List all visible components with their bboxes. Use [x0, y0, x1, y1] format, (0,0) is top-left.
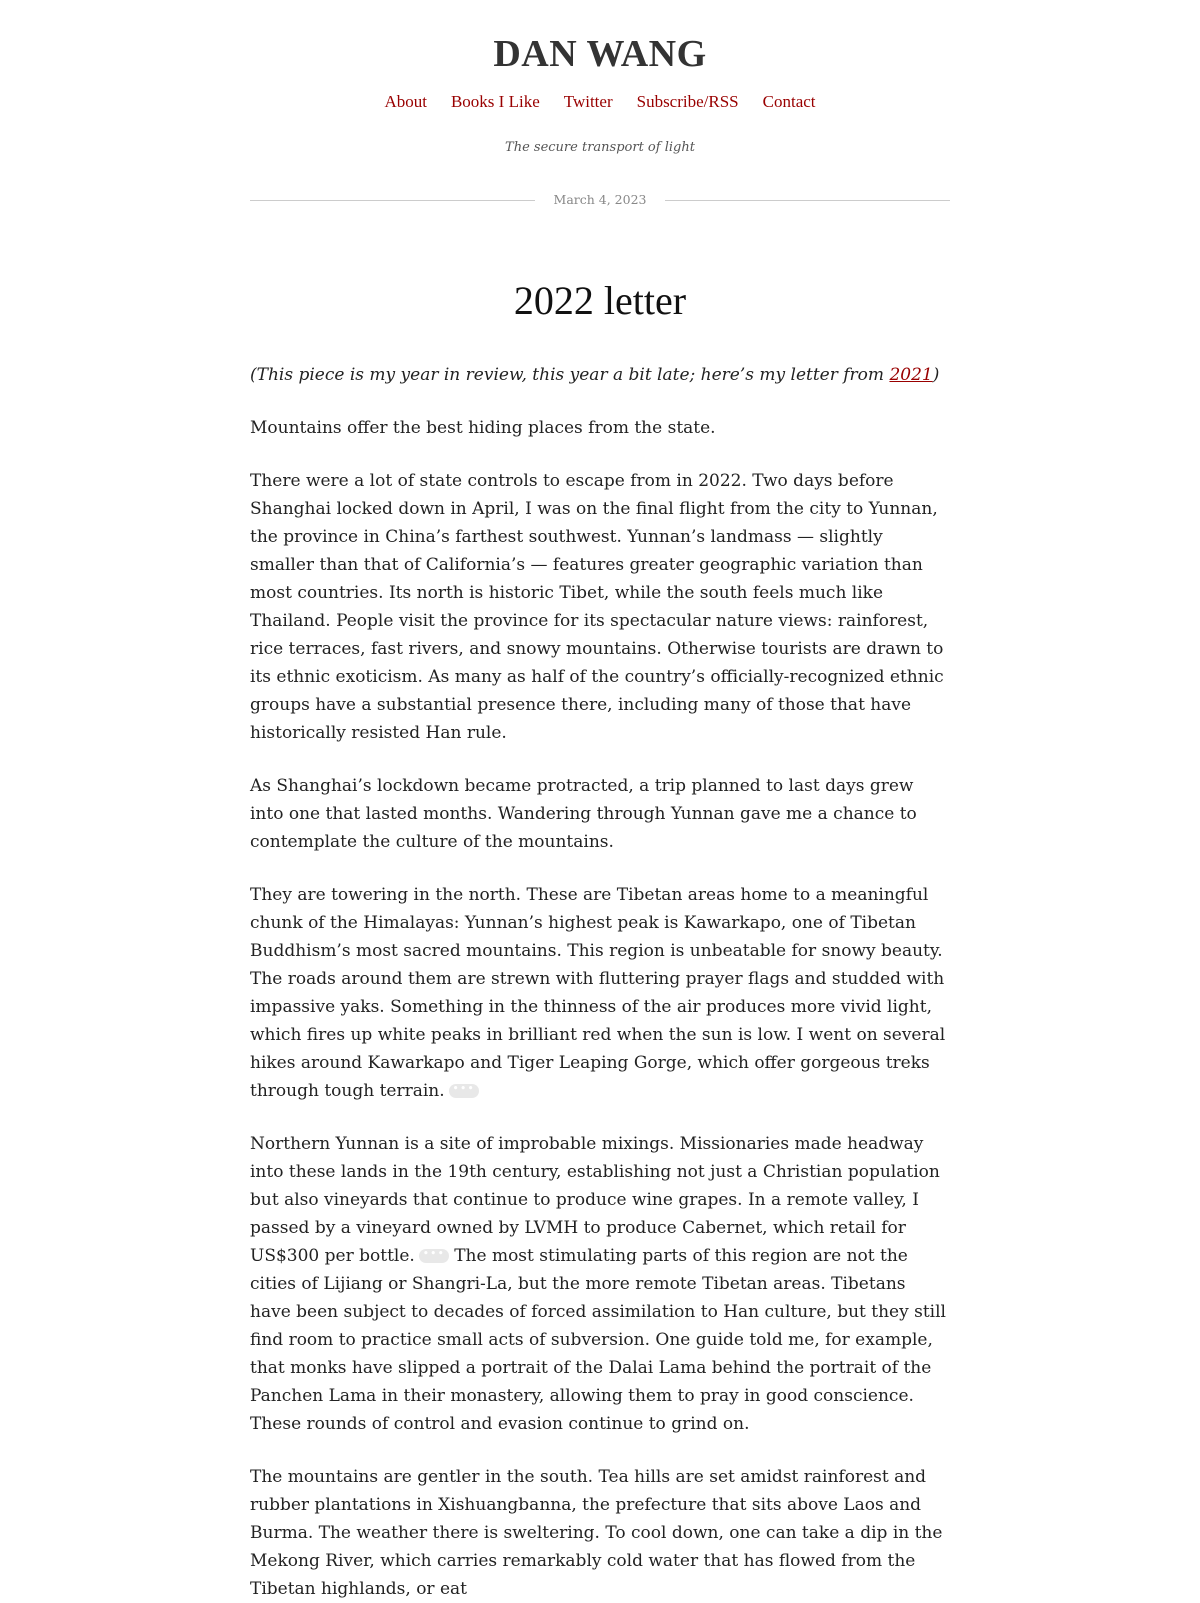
footnote-toggle[interactable]: •••	[449, 1084, 479, 1098]
intro-close: )	[932, 365, 940, 385]
nav-subscribe-rss[interactable]: Subscribe/RSS	[636, 92, 739, 111]
link-2021-letter[interactable]: 2021	[889, 365, 933, 385]
paragraph-text: The most stimulating parts of this region are not the cities of Lijiang or Shangri-La, but the more remote Tibetan areas. Tibetans have been subject to decades of forced assimilation to Han culture, but they still find room to practice small acts of subversion. One guide told me, for example, that monks have slipped a portrait of the Dalai Lama behind the portrait of the Panchen Lama in their monastery, allowing them to pray in good conscience. These rounds of control and evasion continue to grind on.	[250, 1246, 946, 1434]
article	[250, 279, 950, 1603]
nav-books-i-like[interactable]: Books I Like	[450, 92, 540, 111]
site-title[interactable]: DAN WANG	[493, 33, 707, 75]
intro-text: (This piece is my year in review, this year a bit late; here’s my letter from	[250, 365, 890, 385]
paragraph-text: They are towering in the north. These are Tibetan areas home to a meaningful chunk of the Himalayas: Yunnan’s highest peak is Kawarkapo, one of Tibetan Buddhism’s most sacred mountains. This region is unbeatable for snowy beauty. The roads around them are strewn with fluttering prayer flags and studded with impassive yaks. Something in the thinness of the air produces more vivid light, which fires up white peaks in brilliant red when the sun is low. I went on several hikes around Kawarkapo and Tiger Leaping Gorge, which offer gorgeous treks through tough terrain.	[250, 885, 946, 1101]
paragraph	[250, 881, 950, 1105]
footnote-toggle[interactable]: •••	[419, 1249, 449, 1263]
nav-about[interactable]: About	[384, 92, 427, 111]
paragraph: Mountains offer the best hiding places from the state.	[250, 418, 716, 438]
nav-twitter[interactable]: Twitter	[563, 92, 613, 111]
post-date: March 4, 2023	[553, 192, 647, 207]
post-date-row	[250, 191, 950, 211]
paragraph-text: Northern Yunnan is a site of improbable mixings. Missionaries made headway into these lands in the 19th century, establishing not just a Christian population but also vineyards that continue to produce wine grapes. In a remote valley, I passed by a vineyard owned by LVMH to produce Cabernet, which retail for US$300 per bottle.	[250, 1134, 940, 1266]
nav-contact[interactable]: Contact	[762, 92, 816, 111]
post-title: 2022 letter	[513, 278, 687, 323]
paragraph: The mountains are gentler in the south. Tea hills are set amidst rainforest and rubber plantations in Xishuangbanna, the prefecture that sits above Laos and Burma. The weather there is sweltering. To cool down, one can take a dip in the Mekong River, which carries remarkably cold water that has flowed from the Tibetan highlands, or eat	[250, 1467, 943, 1599]
divider-right	[665, 200, 950, 201]
paragraph	[250, 1130, 950, 1438]
intro-paragraph	[250, 361, 950, 389]
site-header	[0, 0, 1200, 155]
paragraph: There were a lot of state controls to escape from in 2022. Two days before Shanghai locked down in April, I was on the final flight from the city to Yunnan, the province in China’s farthest southwest. Yunnan’s landmass — slightly smaller than that of California’s — features greater geographic variation than most countries. Its north is historic Tibet, while the south feels much like Thailand. People visit the province for its spectacular nature views: rainforest, rice terraces, fast rivers, and snowy mountains. Otherwise tourists are drawn to its ethnic exoticism. As many as half of the country’s officially-recognized ethnic groups have a substantial presence there, including many of those that have historically resisted Han rule.	[250, 471, 944, 743]
site-tagline: The secure transport of light	[505, 140, 695, 155]
paragraph: As Shanghai’s lockdown became protracted, a trip planned to last days grew into one that lasted months. Wandering through Yunnan gave me a chance to contemplate the culture of the mountains.	[250, 776, 917, 852]
main-nav	[0, 92, 1200, 112]
